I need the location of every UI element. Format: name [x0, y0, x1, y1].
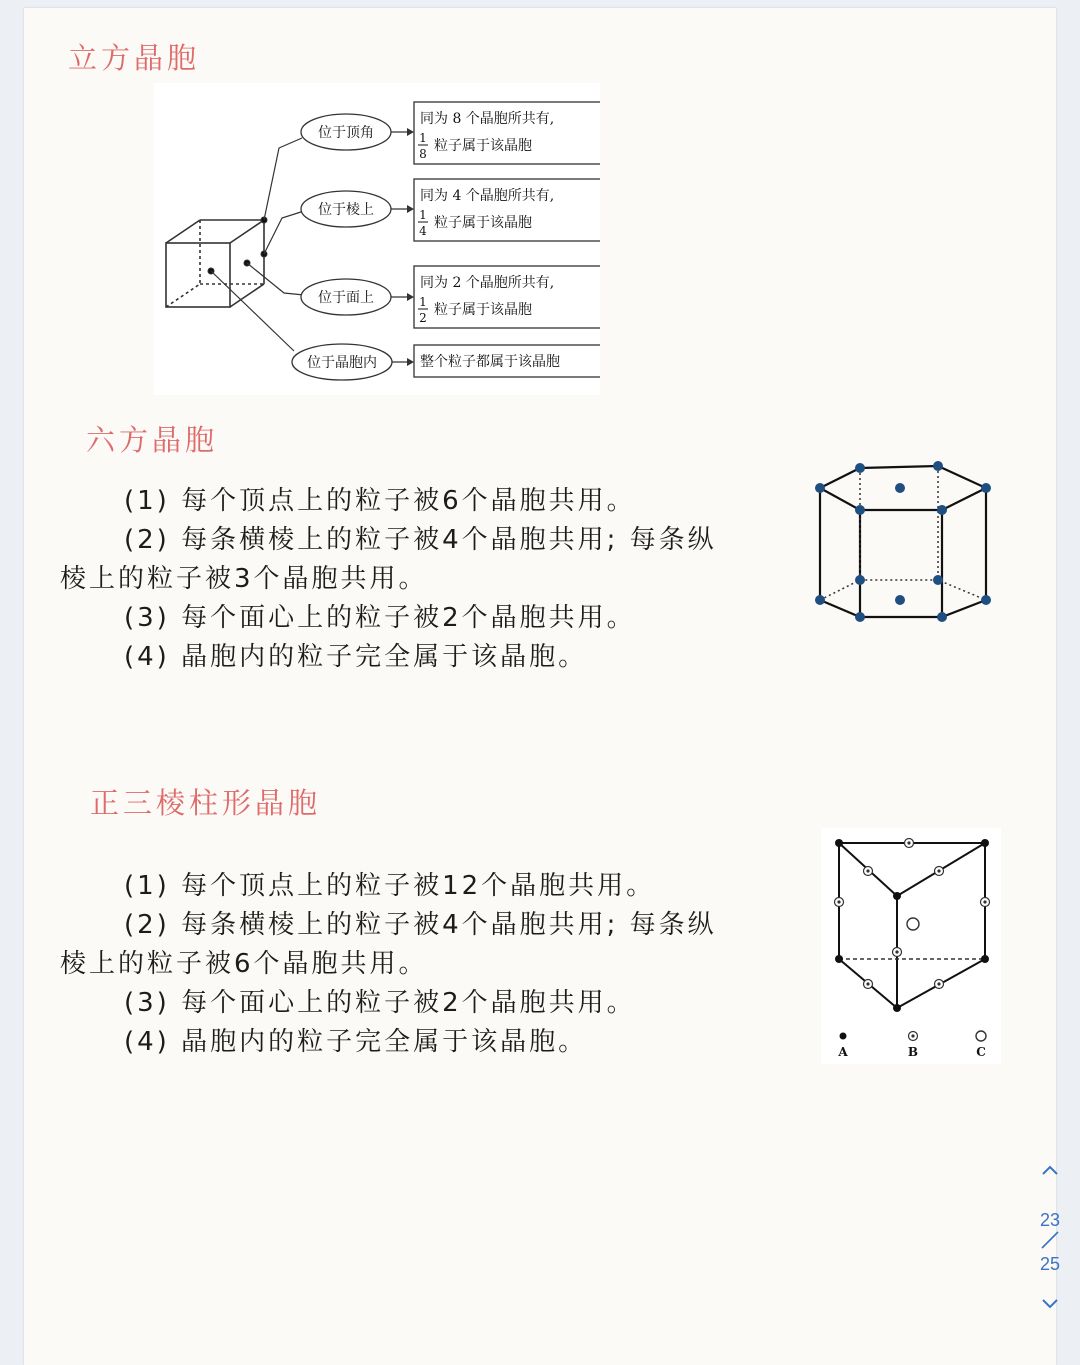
chevron-down-icon[interactable] — [1030, 1298, 1070, 1324]
face-frac-den: 2 — [419, 311, 427, 325]
triangular-rule-4: (4) 晶胞内的粒子完全属于该晶胞。 — [124, 1027, 588, 1057]
current-page-number: 23 — [1039, 1210, 1061, 1230]
edge-desc-1: 同为 4 个晶胞所共有, — [420, 188, 555, 204]
face-desc-1: 同为 2 个晶胞所共有, — [420, 275, 555, 291]
hexagonal-atoms — [815, 461, 991, 622]
triangular-rule-2: (2) 每条横棱上的粒子被4个晶胞共用; 每条纵 — [124, 910, 717, 940]
legend-a: A — [838, 1045, 848, 1059]
triangular-prism-diagram — [821, 828, 1001, 1064]
vertex-label: 位于顶角 — [318, 125, 374, 141]
triangular-rule-3: (3) 每个面心上的粒子被2个晶胞共用。 — [124, 988, 636, 1018]
triangular-section-title: 正三棱柱形晶胞 — [90, 786, 322, 820]
edge-frac-den: 4 — [419, 224, 427, 238]
page-separator — [1040, 1230, 1060, 1250]
triangular-rule-1: (1) 每个顶点上的粒子被12个晶胞共用。 — [124, 871, 656, 901]
cubic-section-title: 立方晶胞 — [68, 41, 201, 75]
total-page-number: 25 — [1039, 1254, 1061, 1274]
face-desc-2: 粒子属于该晶胞 — [434, 302, 532, 318]
hexagonal-prism-diagram — [810, 455, 1000, 625]
vertex-frac-num: 1 — [419, 131, 427, 145]
face-label: 位于面上 — [318, 290, 374, 306]
hexagonal-rule-3: (3) 每个面心上的粒子被2个晶胞共用。 — [124, 603, 636, 633]
page-navigator — [1030, 1160, 1070, 1320]
legend-c: C — [976, 1045, 986, 1059]
vertex-desc-2: 粒子属于该晶胞 — [434, 138, 532, 154]
edge-label: 位于棱上 — [318, 202, 374, 218]
hexagonal-rule-1: (1) 每个顶点上的粒子被6个晶胞共用。 — [124, 486, 636, 516]
hexagonal-rule-2: (2) 每条横棱上的粒子被4个晶胞共用; 每条纵 — [124, 525, 717, 555]
hexagonal-rule-4: (4) 晶胞内的粒子完全属于该晶胞。 — [124, 642, 588, 672]
hexagonal-section-title: 六方晶胞 — [86, 423, 219, 457]
legend-b: B — [907, 1045, 919, 1059]
vertex-desc-1: 同为 8 个晶胞所共有, — [420, 111, 555, 127]
inner-desc: 整个粒子都属于该晶胞 — [420, 354, 560, 370]
triangular-rule-2-cont: 棱上的粒子被6个晶胞共用。 — [60, 949, 428, 979]
edge-frac-num: 1 — [419, 208, 427, 222]
cubic-cell-diagram — [154, 83, 600, 395]
chevron-up-icon[interactable] — [1030, 1164, 1070, 1190]
inner-label: 位于晶胞内 — [307, 355, 377, 371]
edge-desc-2: 粒子属于该晶胞 — [434, 215, 532, 231]
document-page — [24, 8, 1056, 1365]
vertex-frac-den: 8 — [419, 147, 427, 161]
face-frac-num: 1 — [419, 295, 427, 309]
hexagonal-rule-2-cont: 棱上的粒子被3个晶胞共用。 — [60, 564, 428, 594]
